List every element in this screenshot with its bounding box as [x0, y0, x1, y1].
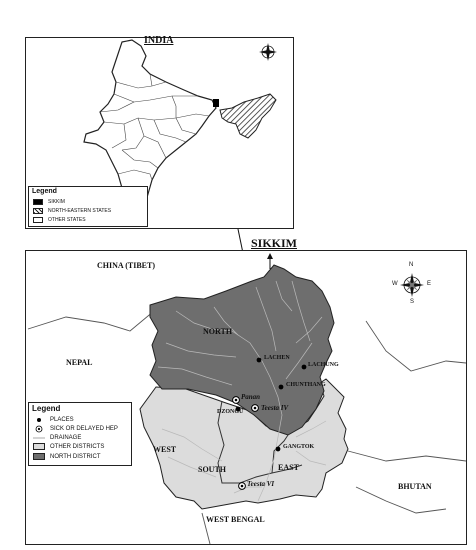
compass-e-label: E [427, 281, 432, 287]
compass-n-label: N [409, 262, 414, 268]
sikkim-swatch [33, 199, 43, 205]
india-compass-icon [259, 43, 277, 61]
india-legend-item-ne-states [33, 208, 111, 214]
sikkim-compass-icon [400, 273, 424, 297]
south-district-label: SOUTH [198, 465, 227, 474]
india-legend-label: SIKKIM [48, 199, 65, 205]
drainage-symbol [33, 434, 45, 442]
teesta-iv-hep-marker [252, 405, 259, 412]
dzongu-label: DZONGU [217, 409, 244, 415]
nepal-label: NEPAL [66, 358, 93, 367]
lachung-label: LACHUNG [308, 362, 339, 368]
other-districts-swatch [33, 443, 45, 450]
sikkim-legend-item-other-districts [33, 443, 104, 450]
india-map-title: INDIA [144, 35, 174, 46]
hep-symbol [33, 425, 45, 433]
bhutan-label: BHUTAN [398, 482, 432, 491]
india-legend-label: NORTH-EASTERN STATES [48, 208, 112, 214]
teesta-iv-label: Teesta IV [261, 404, 289, 412]
teesta-vi-hep-marker [239, 483, 246, 490]
china-label: CHINA (TIBET) [97, 261, 156, 270]
chunthang-label: CHUNTHANG [286, 382, 326, 388]
india-legend-item-other-states [33, 217, 86, 223]
gangtok-label: GANGTOK [283, 444, 315, 450]
sikkim-legend-label: PLACES [50, 417, 74, 423]
sikkim-map-title: SIKKIM [251, 236, 298, 250]
panan-hep-marker [233, 397, 240, 404]
sikkim-legend-title: Legend [32, 404, 61, 413]
india-legend-item-sikkim [33, 199, 65, 205]
sikkim-marker [213, 99, 219, 107]
north-district-swatch [33, 453, 45, 460]
compass-w-label: W [392, 281, 398, 287]
sikkim-legend-label: NORTH DISTRICT [50, 453, 101, 460]
sikkim-legend-item-drainage [33, 434, 81, 442]
india-legend-title: Legend [32, 188, 57, 195]
north-district-label: NORTH [203, 327, 233, 336]
sikkim-legend-item-places [33, 416, 74, 424]
sikkim-legend [28, 402, 132, 466]
sikkim-map-frame [25, 250, 467, 545]
india-legend [28, 186, 148, 227]
india-map-frame [25, 37, 294, 229]
sikkim-legend-item-north-district [33, 453, 101, 460]
lachen-dot [257, 358, 262, 363]
north-eastern-states [220, 94, 276, 138]
sikkim-legend-label: SICK OR DELAYED HEP [50, 426, 118, 432]
teesta-vi-label: Teesta VI [247, 480, 275, 488]
compass-s-label: S [410, 299, 415, 305]
gangtok-dot [276, 447, 281, 452]
west-bengal-label: WEST BENGAL [206, 515, 265, 524]
sikkim-legend-label: DRAINAGE [50, 435, 82, 441]
chunthang-dot [279, 385, 284, 390]
lachen-label: LACHEN [264, 355, 290, 361]
india-legend-label: OTHER STATES [48, 217, 86, 223]
sikkim-legend-item-hep [33, 425, 118, 433]
west-district-label: WEST [153, 445, 177, 454]
other-states-swatch [33, 217, 43, 223]
panan-label: Panan [241, 393, 261, 401]
sikkim-legend-label: OTHER DISTRICTS [50, 443, 105, 450]
places-symbol [33, 416, 45, 424]
east-district-label: EAST [278, 463, 299, 472]
lachung-dot [302, 365, 307, 370]
ne-states-swatch [33, 208, 43, 214]
